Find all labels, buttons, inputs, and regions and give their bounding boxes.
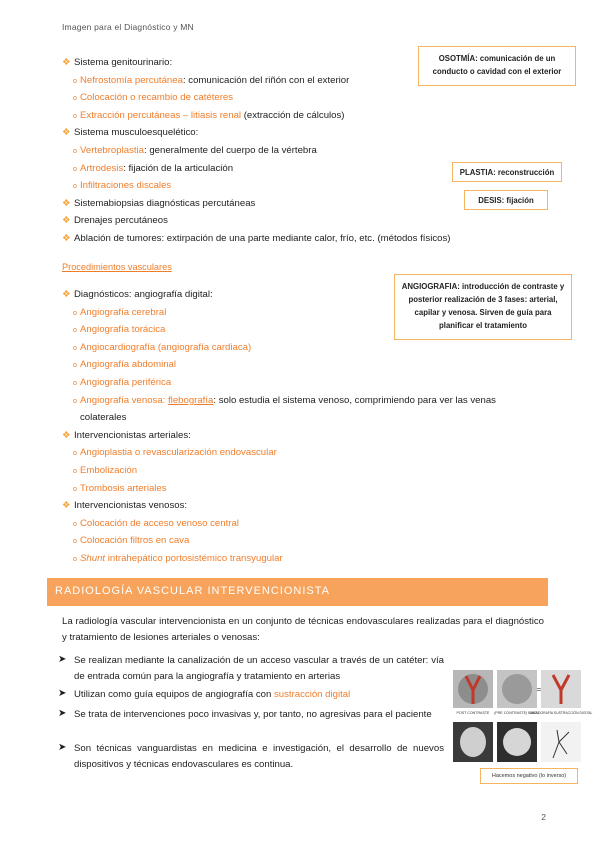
arrow-bullet-icon: ➤ [58, 688, 67, 699]
description-text: : fijación de la articulación [123, 162, 234, 174]
item-text [80, 517, 239, 531]
bullet-text [74, 741, 444, 773]
circle-bullet-icon: o [73, 468, 77, 475]
description-text: : comunicación del riñón con el exterior [182, 74, 350, 86]
highlighted-term: Angiografía periférica [80, 377, 172, 388]
highlighted-term: flebografía [168, 394, 214, 406]
box-text: : introducción de contraste y posterior realización de 3 fases: arterial, capilar y venosa. Sirven de guía para planificar el tratamiento [408, 282, 565, 330]
bullet-main-text: Utilizan como guía equipos de angiografía con [74, 689, 274, 700]
bullet-text [74, 707, 444, 723]
diamond-bullet-icon: ❖ [62, 289, 71, 300]
bullet-main-text: Se realizan mediante la canalización de un acceso vascular a través de un catéter: vía de entrada común para la angiografía y tratamiento en arterias [74, 655, 444, 682]
item-text [80, 394, 496, 408]
diamond-bullet-icon: ❖ [62, 500, 71, 512]
circle-bullet-icon: o [73, 520, 77, 528]
circle-bullet-icon: o [73, 556, 77, 563]
highlighted-term: Angiocardiografía (angiografía cardiaca) [80, 341, 252, 353]
item-text: Diagnósticos: angiografía digital: [74, 289, 213, 300]
highlighted-term: Nefrostomía percutánea [80, 74, 183, 86]
box-text: : comunicación de un conducto o cavidad con el exterior [432, 54, 562, 76]
item-text [80, 109, 345, 123]
item-text: Ablación de tumores: extirpación de una parte mediante calor, frío, etc. (métodos físicos) [74, 233, 451, 244]
item-text [80, 464, 137, 478]
highlighted-term: Angiografía cerebral [80, 306, 167, 318]
diamond-bullet-icon: ❖ [62, 429, 71, 441]
highlighted-term: Vertebroplastia [80, 145, 144, 156]
circle-bullet-icon: o [73, 538, 77, 546]
circle-bullet-icon: o [73, 148, 77, 155]
highlighted-term: Angiografía venosa: [80, 394, 169, 406]
item-text [80, 552, 283, 566]
circle-bullet-icon: o [73, 183, 77, 191]
item-text [80, 358, 176, 372]
highlighted-term: intrahepático portosistémico transyugular [105, 553, 283, 564]
circle-bullet-icon: o [73, 309, 77, 317]
highlighted-term: Colocación de acceso venoso central [80, 517, 239, 529]
item-text: Intervencionistas venosos: [74, 500, 188, 512]
diamond-bullet-icon: ❖ [62, 215, 71, 227]
highlighted-term: Artrodesis [80, 162, 124, 174]
equals-sign: = [536, 685, 542, 694]
arrow-bullet-icon: ➤ [58, 742, 67, 753]
running-header: Imagen para el Diagnóstico y MN [62, 22, 194, 32]
bullet-main-text: Se trata de intervenciones poco invasivas y, por tanto, no agresivas para el paciente [74, 709, 432, 720]
diamond-bullet-icon: ❖ [62, 127, 71, 139]
circle-bullet-icon: o [73, 450, 77, 458]
circle-bullet-icon: o [73, 327, 77, 335]
label-post: POST CONTRASTE [456, 711, 490, 715]
description-text: : generalmente del cuerpo de la vértebra [144, 145, 317, 156]
highlighted-term: Angiografía abdominal [80, 359, 177, 371]
highlighted-term: Extracción percutáneas – litiasis renal [80, 109, 242, 121]
description-text: (extracción de cálculos) [241, 109, 345, 121]
item-text: Intervencionistas arteriales: [74, 429, 191, 441]
circle-bullet-icon: o [73, 380, 77, 387]
item-text: Sistema genitourinario: [74, 57, 173, 68]
box-term: OSOTMÍA [438, 54, 476, 63]
desis-note-box [464, 190, 548, 210]
description-text: : solo estudia el sistema venoso, comprimiendo para ver las venas [213, 394, 496, 406]
box-term: PLASTIA [459, 168, 494, 177]
highlighted-term: Trombosis arteriales [80, 482, 167, 494]
circle-bullet-icon: o [73, 344, 77, 352]
item-text [80, 482, 167, 496]
highlighted-term: sustracción digital [274, 689, 351, 700]
item-text: Drenajes percutáneos [74, 215, 168, 227]
item-text [80, 91, 233, 105]
bullet-text [74, 687, 444, 703]
circle-bullet-icon: o [73, 362, 77, 370]
box-term: ANGIOGRAFIA [401, 282, 458, 291]
item-text [80, 74, 349, 88]
bullet-main-text: Son técnicas vanguardistas en medicina e investigación, el desarrollo de nuevos dispositivos y técnicas endovasculares es continua. [74, 743, 444, 770]
section-title: RADIOLOGÍA VASCULAR INTERVENCIONISTA [55, 585, 330, 597]
diamond-bullet-icon: ❖ [62, 233, 71, 244]
subheading-vascular: Procedimientos vasculares [62, 262, 172, 272]
highlighted-term: Angioplastia o revascularización endovascular [80, 447, 277, 459]
circle-bullet-icon: o [73, 485, 77, 493]
section-header-bar [47, 578, 548, 606]
label-dsa: ANGIOGRAFÍA SUSTRACCIÓN DIGITAL [529, 711, 593, 715]
intro-paragraph: La radiología vascular intervencionista en un conjunto de técnicas endovasculares realizadas para el diagnóstico y tratamiento de lesiones arteriales o venosas: [62, 616, 544, 643]
arrow-bullet-icon: ➤ [58, 654, 67, 665]
highlighted-term: Infiltraciones discales [80, 180, 172, 192]
highlighted-term: Colocación filtros en cava [80, 535, 190, 547]
angiografia-note-box [394, 274, 572, 340]
diamond-bullet-icon: ❖ [62, 57, 71, 68]
item-text [80, 341, 251, 355]
circle-bullet-icon: o [73, 95, 77, 103]
box-term: DESIS [478, 196, 502, 205]
highlighted-term: Colocación o recambio de catéteres [80, 92, 234, 104]
page-number: 2 [541, 812, 546, 822]
label-pre: (PRE CONTRASTE) BASAL [494, 711, 540, 715]
item-text: Sistema musculoesquelético: [74, 127, 199, 139]
highlighted-term: Embolización [80, 465, 138, 476]
circle-bullet-icon: o [73, 77, 77, 85]
item-text [80, 376, 171, 390]
figure-caption: Hacemos negativo (lo inverso) [480, 768, 578, 784]
plastia-note-box [452, 162, 562, 182]
item-text [80, 323, 165, 337]
highlighted-term: Angiografía torácica [80, 324, 166, 336]
item-text [80, 144, 317, 158]
arrow-bullet-icon: ➤ [58, 708, 67, 719]
item-text: Sistemabiopsias diagnósticas percutáneas [74, 197, 256, 209]
highlighted-term: Shunt [80, 553, 106, 564]
circle-bullet-icon: o [73, 112, 77, 120]
figure-graphic [453, 670, 593, 766]
circle-bullet-icon: o [73, 397, 77, 405]
item-text [80, 179, 171, 193]
osotomia-note-box [418, 46, 576, 86]
item-text [80, 306, 166, 320]
angiography-figure [453, 670, 593, 766]
item-text: colaterales [80, 412, 127, 424]
box-text: : fijación [501, 196, 534, 205]
item-text [80, 446, 277, 460]
bullet-text [74, 653, 444, 685]
item-text [80, 534, 189, 548]
box-text: : reconstrucción [493, 168, 555, 177]
diamond-bullet-icon: ❖ [62, 197, 71, 209]
circle-bullet-icon: o [73, 165, 77, 173]
item-text [80, 162, 233, 176]
